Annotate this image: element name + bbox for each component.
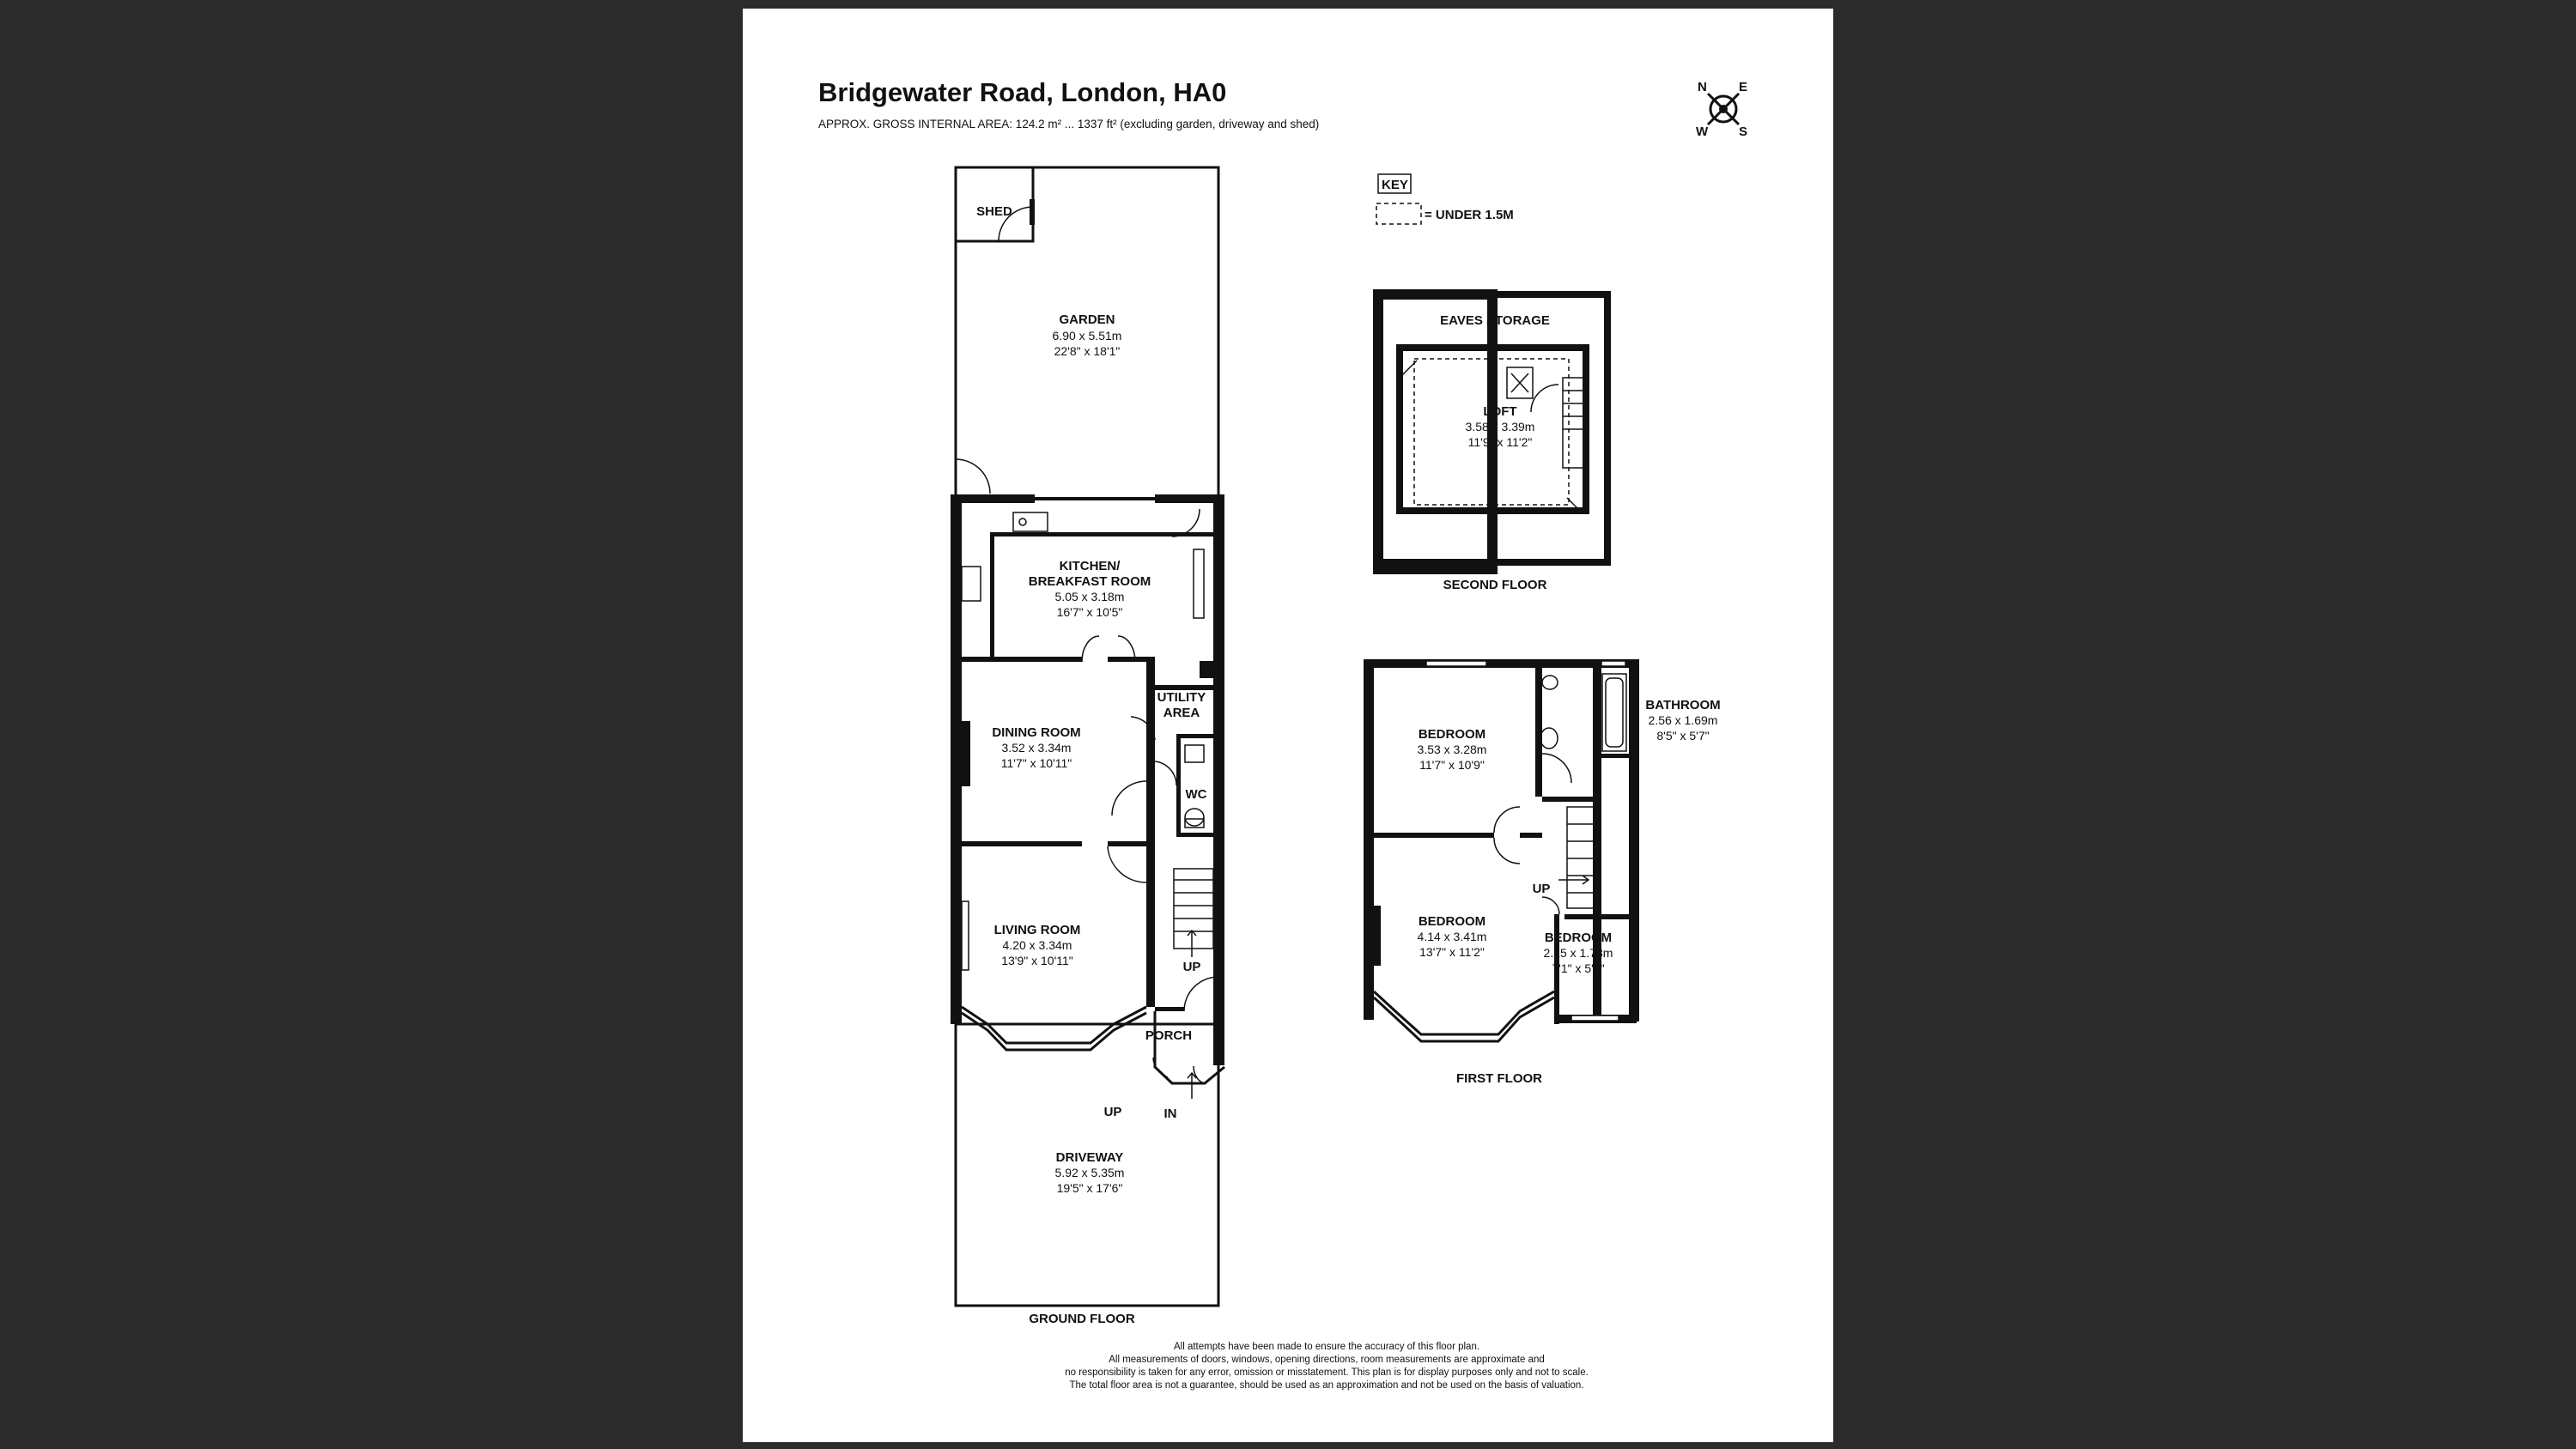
floor-plan-sheet — [743, 9, 1833, 1442]
utility-name-line2: AREA — [1163, 706, 1200, 720]
garden-metric: 6.90 x 5.51m — [1052, 329, 1122, 343]
bedroom1-name: BEDROOM — [1418, 727, 1486, 742]
ground-floor-label: GROUND FLOOR — [1029, 1312, 1135, 1326]
loft-name: LOFT — [1483, 404, 1517, 419]
loft-metric: 3.58 x 3.39m — [1465, 420, 1535, 433]
compass-icon — [1708, 94, 1739, 124]
compass-west: W — [1696, 124, 1709, 139]
compass-north: N — [1698, 80, 1707, 94]
kitchen-name-line1: KITCHEN/ — [1059, 559, 1121, 573]
bathroom-imperial: 8'5" x 5'7" — [1656, 729, 1710, 743]
key-dashed-swatch — [1376, 203, 1421, 224]
garden-name: GARDEN — [1059, 312, 1115, 327]
living-name: LIVING ROOM — [993, 923, 1081, 937]
disclaimer-line-4: The total floor area is not a guarantee, should be used as an approximation and not be used on the basis of valuation. — [1069, 1380, 1584, 1391]
step-up-label: UP — [1103, 1105, 1122, 1119]
dining-imperial: 11'7" x 10'11" — [1000, 756, 1072, 770]
disclaimer-line-1: All attempts have been made to ensure the accuracy of this floor plan. — [1173, 1342, 1480, 1352]
shed-label: SHED — [976, 204, 1012, 219]
second-floor-label: SECOND FLOOR — [1443, 578, 1547, 592]
key-label: KEY — [1382, 178, 1408, 192]
bedroom3-metric: 2.15 x 1.73m — [1543, 946, 1613, 960]
bathroom-metric: 2.56 x 1.69m — [1648, 713, 1718, 727]
bedroom3-name: BEDROOM — [1544, 931, 1613, 945]
first-floor-label: FIRST FLOOR — [1456, 1071, 1542, 1086]
porch-label: PORCH — [1145, 1028, 1193, 1043]
disclaimer-line-2: All measurements of doors, windows, opening directions, room measurements are approximate and — [1109, 1355, 1545, 1365]
loft-imperial: 11'9" x 11'2" — [1467, 435, 1533, 449]
bedroom2-imperial: 13'7" x 11'2" — [1419, 945, 1485, 959]
compass-south: S — [1739, 124, 1748, 139]
kitchen-name-line2: BREAKFAST ROOM — [1028, 574, 1151, 589]
driveway-name: DRIVEWAY — [1055, 1150, 1124, 1165]
driveway-outline — [956, 1024, 1218, 1306]
garden-imperial: 22'8" x 18'1" — [1054, 344, 1121, 358]
kitchen-metric: 5.05 x 3.18m — [1054, 590, 1125, 603]
bedroom3-imperial: 7'1" x 5'8" — [1552, 961, 1605, 975]
key-under-label: = UNDER 1.5M — [1425, 208, 1514, 222]
plan-title: Bridgewater Road, London, HA0 — [818, 77, 1227, 107]
living-metric: 4.20 x 3.34m — [1002, 938, 1072, 952]
plan-subtitle: APPROX. GROSS INTERNAL AREA: 124.2 m² ... 1337 ft² (excluding garden, driveway and shed) — [818, 118, 1320, 130]
dining-metric: 3.52 x 3.34m — [1001, 741, 1072, 755]
eaves-storage-label: EAVES STORAGE — [1440, 313, 1550, 328]
bathroom-name: BATHROOM — [1645, 698, 1721, 712]
ground-stairs — [1174, 869, 1213, 957]
first-floor-plan — [1364, 659, 1646, 1041]
wc-label: WC — [1185, 787, 1207, 802]
driveway-metric: 5.92 x 5.35m — [1054, 1166, 1125, 1179]
utility-name-line1: UTILITY — [1157, 690, 1206, 705]
kitchen-imperial: 16'7" x 10'5" — [1056, 605, 1123, 619]
bedroom2-metric: 4.14 x 3.41m — [1417, 930, 1487, 943]
bedroom2-name: BEDROOM — [1418, 914, 1486, 929]
dining-name: DINING ROOM — [992, 725, 1081, 740]
stairs-up-label: UP — [1182, 960, 1201, 974]
compass-east: E — [1739, 80, 1748, 94]
floor-plan-drawing — [743, 9, 1833, 1442]
disclaimer-line-3: no responsibility is taken for any error, omission or misstatement. This plan is for display purposes only and not to scale. — [1065, 1367, 1589, 1378]
driveway-imperial: 19'5" x 17'6" — [1056, 1181, 1123, 1195]
bedroom1-imperial: 11'7" x 10'9" — [1419, 758, 1485, 772]
living-imperial: 13'9" x 10'11" — [1001, 954, 1073, 967]
bedroom1-metric: 3.53 x 3.28m — [1417, 743, 1487, 756]
entrance-in-label: IN — [1163, 1106, 1177, 1121]
first-floor-up-label: UP — [1532, 882, 1551, 896]
